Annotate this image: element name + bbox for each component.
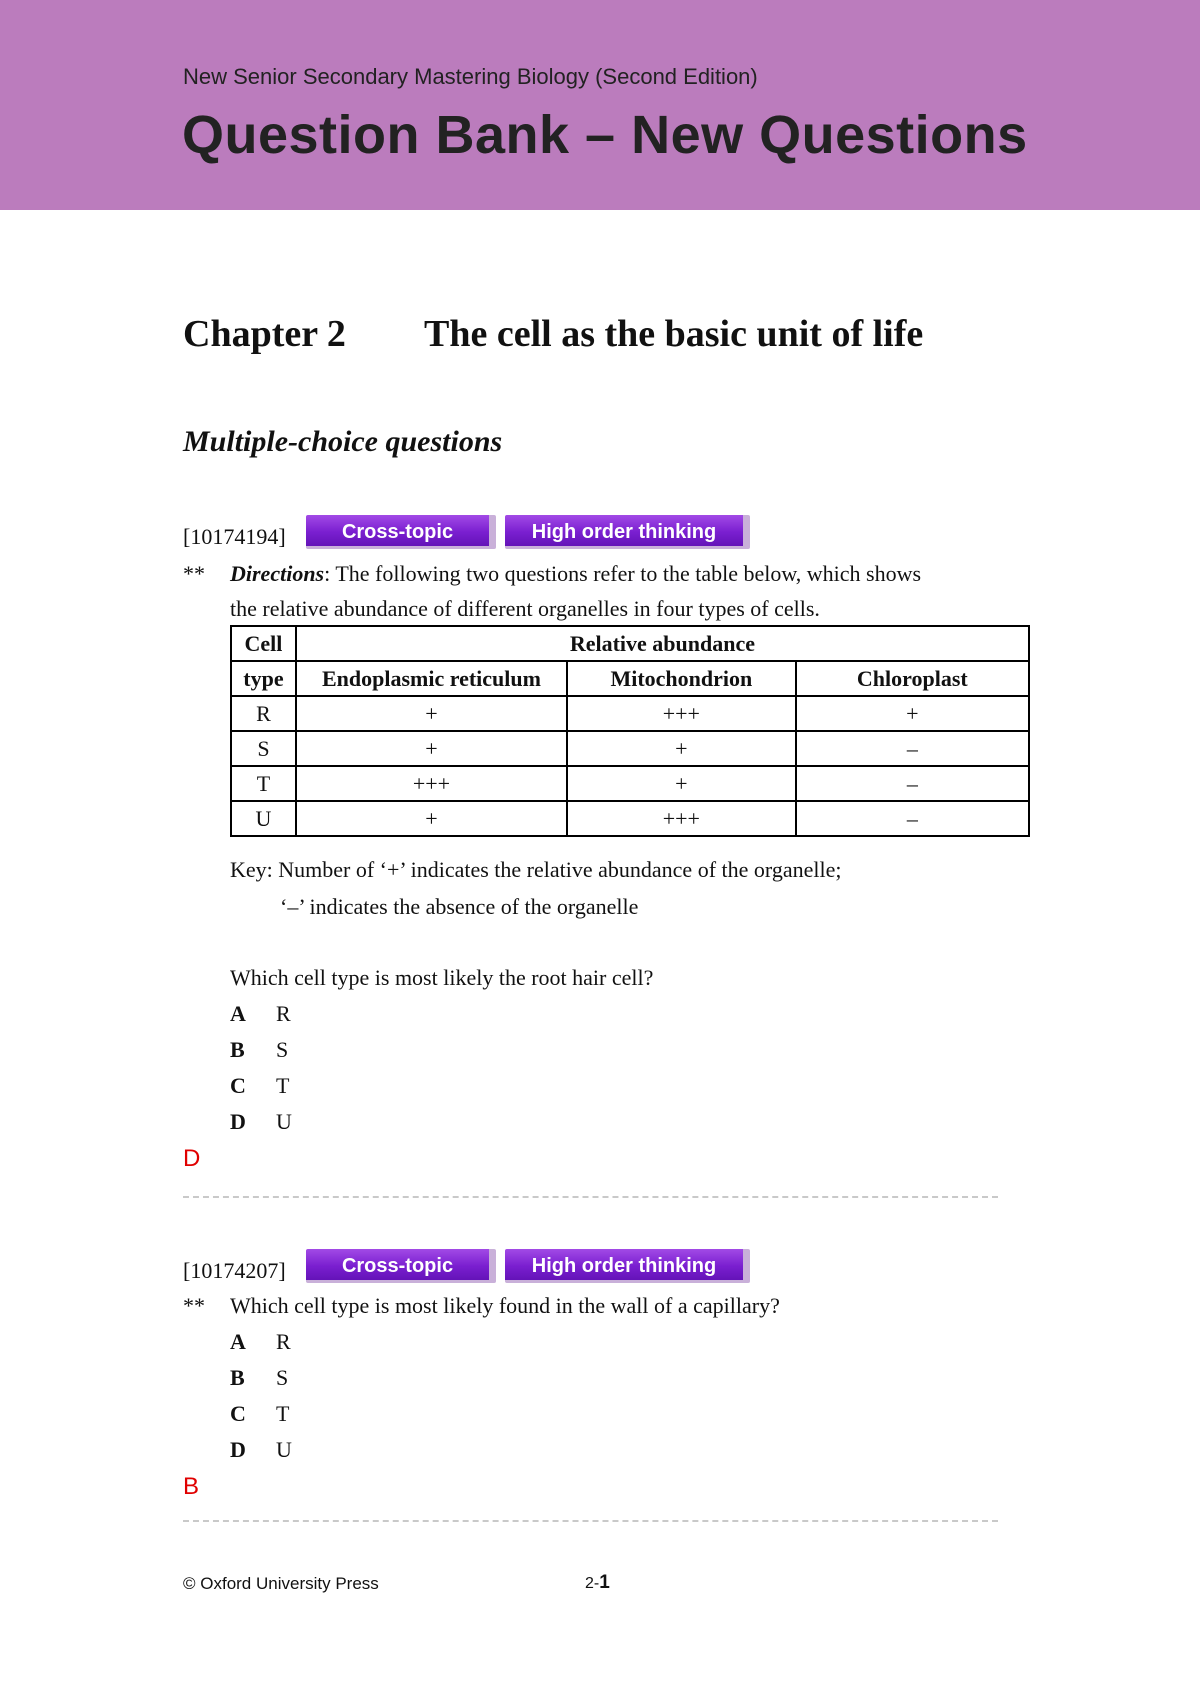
key-line-2: ‘–’ indicates the absence of the organelle	[280, 894, 639, 919]
option-text: T	[276, 1073, 290, 1098]
high-order-thinking-tag: High order thinking	[505, 1249, 750, 1283]
page-prefix: 2-	[585, 1575, 600, 1592]
question-bank-title: Question Bank – New Questions	[182, 105, 1028, 165]
option-text: R	[276, 1001, 291, 1026]
option-text: R	[276, 1329, 291, 1354]
question-text: Which cell type is most likely the root hair cell?	[230, 965, 654, 990]
chapter-number: Chapter 2	[183, 313, 346, 355]
option-letter: B	[230, 1037, 245, 1062]
er-value: +	[296, 801, 567, 836]
cell-type: T	[231, 766, 296, 801]
difficulty-stars: **	[183, 561, 205, 586]
chloro-value: –	[796, 801, 1029, 836]
directions-label: Directions	[230, 561, 325, 586]
publisher-credit: © Oxford University Press	[183, 1574, 379, 1593]
organelle-abundance-table	[230, 625, 1030, 837]
question-divider	[183, 1520, 998, 1522]
key-line-1: Key: Number of ‘+’ indicates the relative abundance of the organelle;	[230, 857, 842, 882]
question-id: [10174194]	[183, 524, 286, 549]
cell-type: R	[231, 696, 296, 731]
cell-type: U	[231, 801, 296, 836]
section-title: Multiple-choice questions	[183, 425, 503, 458]
question-divider	[183, 1196, 998, 1198]
page-number	[585, 1572, 610, 1594]
cross-topic-tag: Cross-topic	[306, 515, 496, 549]
option-letter: C	[230, 1073, 246, 1098]
chloro-value: –	[796, 731, 1029, 766]
option-letter: B	[230, 1365, 245, 1390]
option-letter: A	[230, 1329, 246, 1354]
mito-value: +	[567, 766, 796, 801]
question-id: [10174207]	[183, 1258, 286, 1283]
option-text: S	[276, 1037, 289, 1062]
er-value: +	[296, 696, 567, 731]
chapter-title: The cell as the basic unit of life	[424, 313, 924, 355]
chloro-value: +	[796, 696, 1029, 731]
er-value: +	[296, 731, 567, 766]
er-value: +++	[296, 766, 567, 801]
header-er: Endoplasmic reticulum	[296, 661, 567, 696]
difficulty-stars: **	[183, 1293, 205, 1318]
question-text: Which cell type is most likely found in the wall of a capillary?	[230, 1293, 780, 1318]
table-row	[231, 766, 1029, 801]
cross-topic-tag: Cross-topic	[306, 1249, 496, 1283]
header-cell-type-2: type	[231, 661, 296, 696]
directions-line-1	[230, 561, 921, 587]
chloro-value: –	[796, 766, 1029, 801]
answer: D	[183, 1145, 201, 1172]
header-relative-abundance: Relative abundance	[296, 626, 1029, 661]
directions-text: : The following two questions refer to the table below, which shows	[324, 561, 922, 586]
option-text: S	[276, 1365, 289, 1390]
answer: B	[183, 1473, 200, 1500]
mito-value: +	[567, 731, 796, 766]
option-text: T	[276, 1401, 290, 1426]
option-text: U	[276, 1437, 292, 1462]
table-row	[231, 696, 1029, 731]
option-letter: C	[230, 1401, 246, 1426]
option-letter: A	[230, 1001, 246, 1026]
option-letter: D	[230, 1109, 246, 1134]
page-num: 1	[599, 1572, 610, 1593]
table-row	[231, 801, 1029, 836]
mito-value: +++	[567, 801, 796, 836]
high-order-thinking-tag: High order thinking	[505, 515, 750, 549]
mito-value: +++	[567, 696, 796, 731]
directions-line-2: the relative abundance of different organelles in four types of cells.	[230, 596, 820, 621]
option-text: U	[276, 1109, 292, 1134]
header-cell-type-1: Cell	[231, 626, 296, 661]
header-mitochondrion: Mitochondrion	[567, 661, 796, 696]
cell-type: S	[231, 731, 296, 766]
series-title: New Senior Secondary Mastering Biology (Second Edition)	[183, 64, 758, 89]
header-chloroplast: Chloroplast	[796, 661, 1029, 696]
table-row	[231, 731, 1029, 766]
option-letter: D	[230, 1437, 246, 1462]
